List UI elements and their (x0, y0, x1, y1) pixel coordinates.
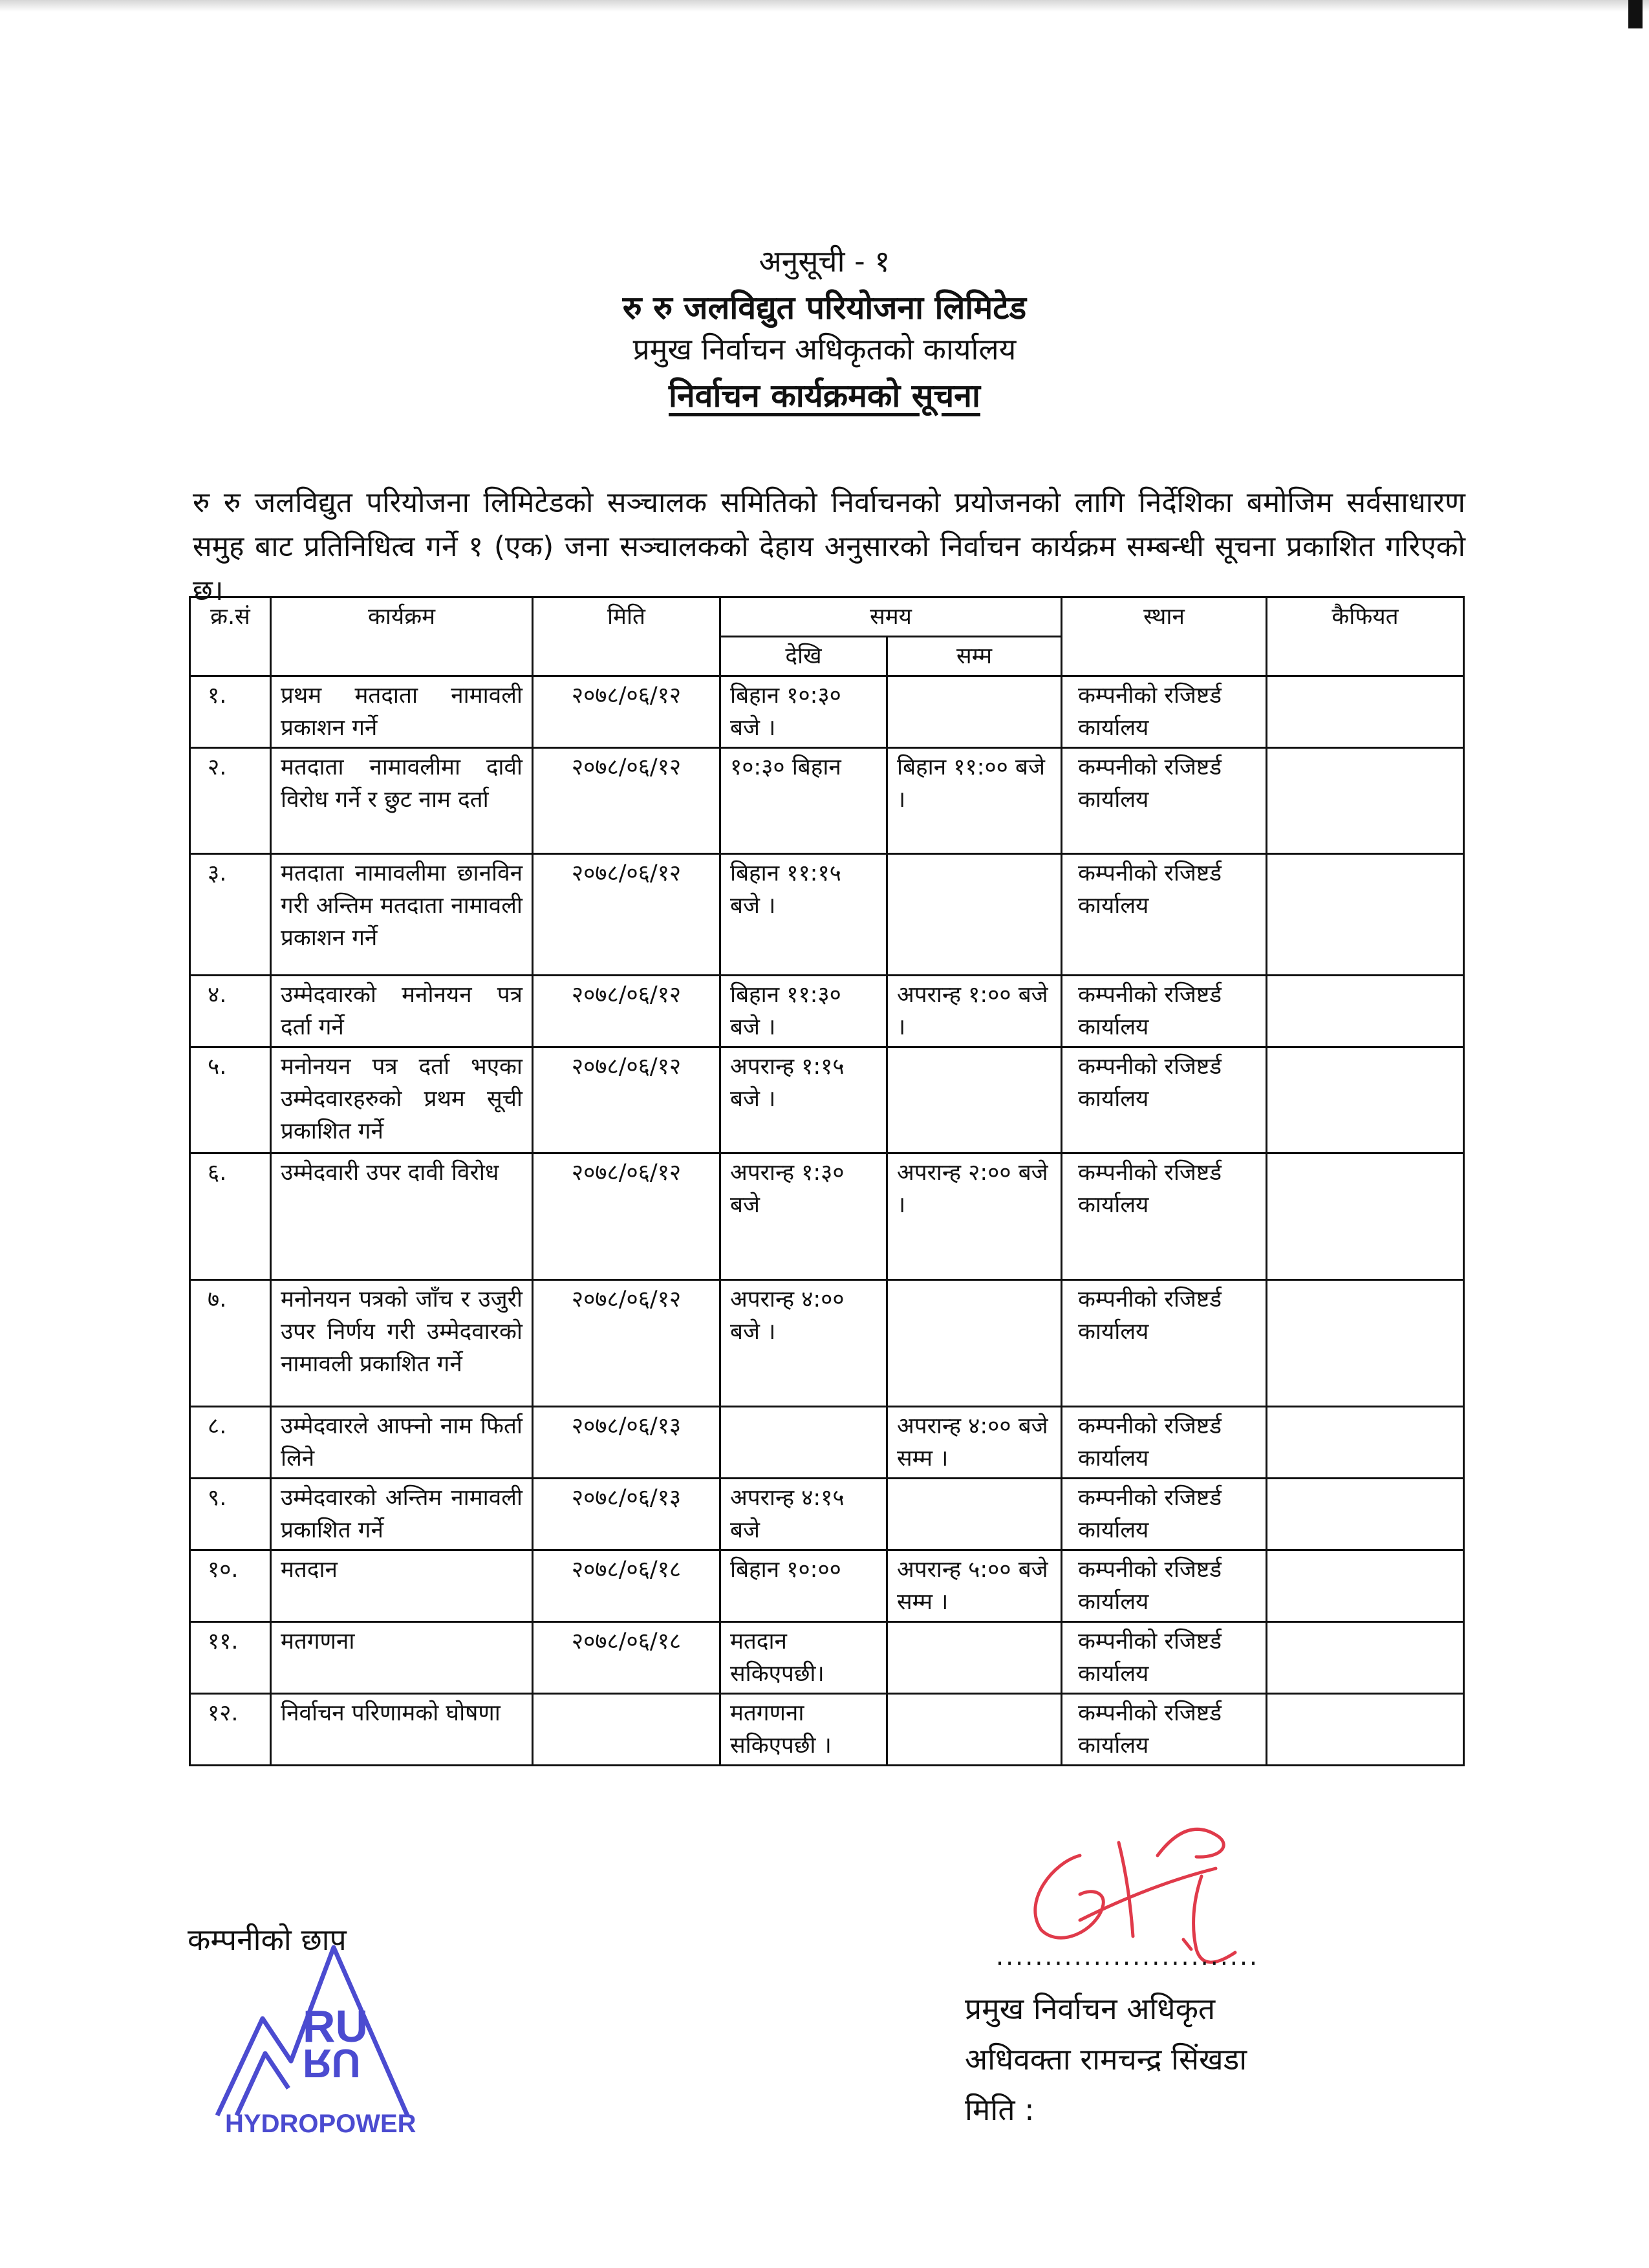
row-sn: ५. (190, 1047, 271, 1153)
row-time-to (887, 676, 1062, 748)
stamp-logo-top: RU (303, 2001, 369, 2051)
row-time-from (720, 1407, 887, 1479)
header-place: स्थान (1062, 597, 1267, 676)
table-row (190, 1047, 1464, 1153)
row-remarks (1267, 1407, 1464, 1479)
row-place: कम्पनीको रजिष्टर्ड कार्यालय (1062, 1407, 1267, 1479)
row-time-to (887, 1622, 1062, 1694)
row-sn: ४. (190, 976, 271, 1047)
row-time-to (887, 1047, 1062, 1153)
row-program: मनोनयन पत्रको जाँच र उजुरी उपर निर्णय गरी उम्मेदवारको नामावली प्रकाशित गर्ने (271, 1280, 533, 1407)
row-sn: ३. (190, 854, 271, 976)
row-time-from: बिहान १०:३० बजे । (720, 676, 887, 748)
row-time-to: अपरान्ह २:०० बजे । (887, 1153, 1062, 1280)
scan-edge-shadow (0, 0, 1649, 12)
stamp-mountain-inner (237, 2053, 288, 2115)
row-time-from: बिहान १०:०० (720, 1550, 887, 1622)
row-remarks (1267, 1153, 1464, 1280)
signature-dotted-line: ........................... (996, 1942, 1260, 1971)
row-remarks (1267, 854, 1464, 976)
election-schedule-table (189, 596, 1465, 1766)
row-place: कम्पनीको रजिष्टर्ड कार्यालय (1062, 854, 1267, 976)
row-time-to: बिहान ११:०० बजे । (887, 748, 1062, 854)
row-date: २०७८/०६/१३ (533, 1479, 720, 1550)
row-place: कम्पनीको रजिष्टर्ड कार्यालय (1062, 1694, 1267, 1766)
table-row (190, 748, 1464, 854)
row-program: मनोनयन पत्र दर्ता भएका उम्मेदवारहरुको प्रथम सूची प्रकाशित गर्ने (271, 1047, 533, 1153)
header-from: देखि (720, 637, 887, 676)
row-date (533, 1694, 720, 1766)
row-date: २०७८/०६/१२ (533, 748, 720, 854)
table-row (190, 854, 1464, 976)
row-remarks (1267, 1550, 1464, 1622)
table-row (190, 1550, 1464, 1622)
row-time-to: अपरान्ह १:०० बजे । (887, 976, 1062, 1047)
notice-title: निर्वाचन कार्यक्रमको सूचना (668, 377, 980, 414)
header-to: सम्म (887, 637, 1062, 676)
row-time-to: अपरान्ह ४:०० बजे सम्म । (887, 1407, 1062, 1479)
row-program: उम्मेदवारी उपर दावी विरोध (271, 1153, 533, 1280)
table-row (190, 976, 1464, 1047)
stamp-logo-mid: RU (303, 2040, 361, 2085)
row-place: कम्पनीको रजिष्टर्ड कार्यालय (1062, 748, 1267, 854)
row-date: २०७८/०६/१८ (533, 1622, 720, 1694)
row-program: उम्मेदवारको मनोनयन पत्र दर्ता गर्ने (271, 976, 533, 1047)
row-time-from: १०:३० बिहान (720, 748, 887, 854)
row-date: २०७८/०६/१२ (533, 676, 720, 748)
row-time-from: अपरान्ह ४:१५ बजे (720, 1479, 887, 1550)
page-corner-mark (1628, 0, 1643, 28)
signature-block (965, 1984, 1247, 2135)
row-time-to (887, 1479, 1062, 1550)
signer-title: प्रमुख निर्वाचन अधिकृत (965, 1991, 1216, 2026)
schedule-label: अनुसूची - १ (759, 244, 890, 279)
notice-title-container (0, 372, 1649, 416)
row-program: मतदाता नामावलीमा छानविन गरी अन्तिम मतदाता नामावली प्रकाशन गर्ने (271, 854, 533, 976)
header-program: कार्यक्रम (271, 597, 533, 676)
row-time-to (887, 1280, 1062, 1407)
row-time-from: मतदान सकिएपछी। (720, 1622, 887, 1694)
row-time-from: अपरान्ह १:३० बजे (720, 1153, 887, 1280)
row-sn: ११. (190, 1622, 271, 1694)
row-program: प्रथम मतदाता नामावली प्रकाशन गर्ने (271, 676, 533, 748)
row-time-from: मतगणना सकिएपछी । (720, 1694, 887, 1766)
row-place: कम्पनीको रजिष्टर्ड कार्यालय (1062, 976, 1267, 1047)
signature-date-label: मिति : (965, 2092, 1035, 2127)
row-date: २०७८/०६/१२ (533, 1047, 720, 1153)
row-time-from: अपरान्ह ४:०० बजे । (720, 1280, 887, 1407)
row-sn: ९. (190, 1479, 271, 1550)
row-time-from: बिहान ११:१५ बजे । (720, 854, 887, 976)
table-row (190, 676, 1464, 748)
row-remarks (1267, 676, 1464, 748)
table-body (190, 676, 1464, 1766)
company-stamp-label: कम्पनीको छाप (188, 1922, 347, 1957)
row-date: २०७८/०६/१३ (533, 1407, 720, 1479)
row-remarks (1267, 748, 1464, 854)
row-program: निर्वाचन परिणामको घोषणा (271, 1694, 533, 1766)
header-time: समय (720, 597, 1062, 637)
row-place: कम्पनीको रजिष्टर्ड कार्यालय (1062, 1479, 1267, 1550)
row-date: २०७८/०६/१२ (533, 1280, 720, 1407)
row-program: उम्मेदवारले आफ्नो नाम फिर्ता लिने (271, 1407, 533, 1479)
table-row (190, 1153, 1464, 1280)
row-time-to: अपरान्ह ५:०० बजे सम्म । (887, 1550, 1062, 1622)
table-row (190, 1622, 1464, 1694)
table-row (190, 1407, 1464, 1479)
row-sn: २. (190, 748, 271, 854)
office-name: प्रमुख निर्वाचन अधिकृतको कार्यालय (632, 332, 1017, 367)
row-date: २०७८/०६/१२ (533, 854, 720, 976)
header-remarks: कैफियत (1267, 597, 1464, 676)
row-date: २०७८/०६/१८ (533, 1550, 720, 1622)
row-place: कम्पनीको रजिष्टर्ड कार्यालय (1062, 1622, 1267, 1694)
row-time-to (887, 854, 1062, 976)
row-sn: १. (190, 676, 271, 748)
row-time-from: अपरान्ह १:१५ बजे । (720, 1047, 887, 1153)
row-program: मतगणना (271, 1622, 533, 1694)
row-remarks (1267, 1622, 1464, 1694)
table-header-row (190, 597, 1464, 637)
table-row (190, 1280, 1464, 1407)
row-sn: ७. (190, 1280, 271, 1407)
row-place: कम्पनीको रजिष्टर्ड कार्यालय (1062, 1047, 1267, 1153)
header-sn: क्र.सं (190, 597, 271, 676)
row-place: कम्पनीको रजिष्टर्ड कार्यालय (1062, 1550, 1267, 1622)
header-date: मिति (533, 597, 720, 676)
row-remarks (1267, 1047, 1464, 1153)
row-time-to (887, 1694, 1062, 1766)
row-remarks (1267, 1694, 1464, 1766)
intro-paragraph: रु रु जलविद्युत परियोजना लिमिटेडको सञ्चालक समितिको निर्वाचनको प्रयोजनको लागि निर्देशिका बमोजिम सर्वसाधारण समुह बाट प्रतिनिधित्व गर्ने १ (एक) जना सञ्चालकको देहाय अनुसारको निर्वाचन कार्यक्रम सम्बन्धी सूचना प्रकाशित गरिएको छ। (193, 486, 1465, 607)
row-program: उम्मेदवारको अन्तिम नामावली प्रकाशित गर्ने (271, 1479, 533, 1550)
company-stamp-logo (206, 1927, 419, 2140)
row-date: २०७८/०६/१२ (533, 1153, 720, 1280)
row-place: कम्पनीको रजिष्टर्ड कार्यालय (1062, 1280, 1267, 1407)
row-remarks (1267, 1280, 1464, 1407)
signer-name: अधिवक्ता रामचन्द्र सिंखडा (965, 2042, 1247, 2077)
row-time-from: बिहान ११:३० बजे । (720, 976, 887, 1047)
row-remarks (1267, 976, 1464, 1047)
stamp-logo-bottom: HYDROPOWER (225, 2110, 416, 2138)
row-sn: ६. (190, 1153, 271, 1280)
row-date: २०७८/०६/१२ (533, 976, 720, 1047)
row-sn: ८. (190, 1407, 271, 1479)
row-program: मतदाता नामावलीमा दावी विरोध गर्ने र छुट नाम दर्ता (271, 748, 533, 854)
table-row (190, 1479, 1464, 1550)
row-sn: १०. (190, 1550, 271, 1622)
row-remarks (1267, 1479, 1464, 1550)
row-place: कम्पनीको रजिष्टर्ड कार्यालय (1062, 676, 1267, 748)
row-sn: १२. (190, 1694, 271, 1766)
table-row (190, 1694, 1464, 1766)
row-program: मतदान (271, 1550, 533, 1622)
company-name: रु रु जलविद्युत परियोजना लिमिटेड (622, 289, 1027, 326)
row-place: कम्पनीको रजिष्टर्ड कार्यालय (1062, 1153, 1267, 1280)
